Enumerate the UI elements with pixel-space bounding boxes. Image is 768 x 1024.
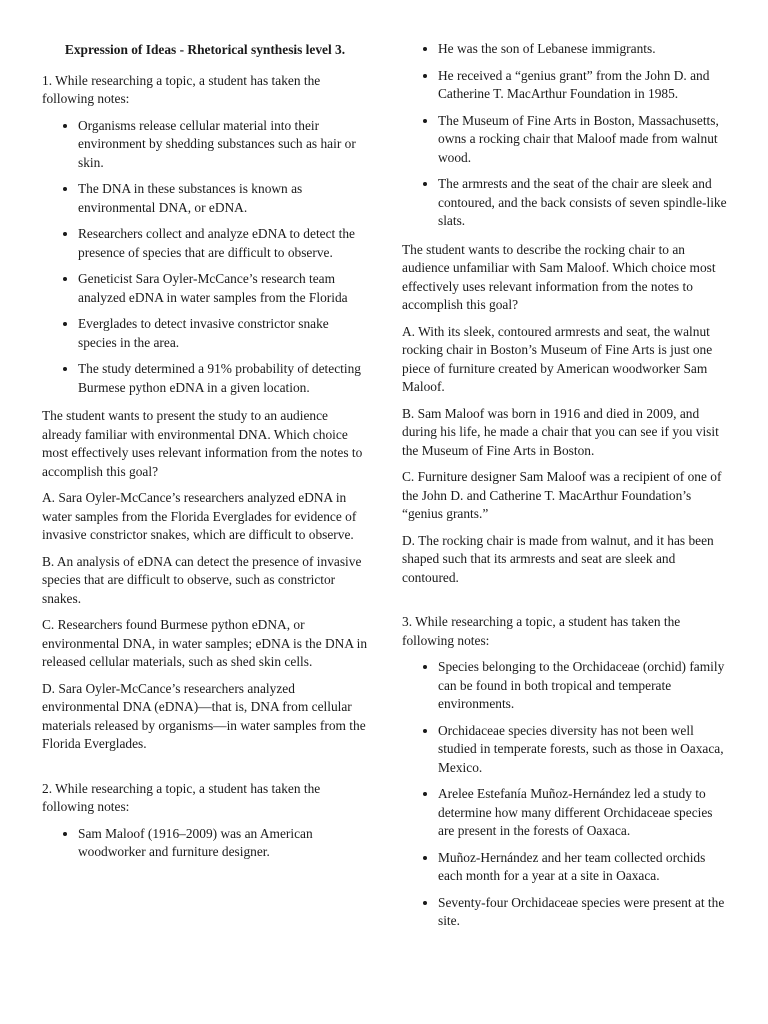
q2-intro: 2. While researching a topic, a student has taken the following notes: <box>42 780 321 814</box>
q1-option-d: D. Sara Oyler-McCance’s researchers analyzed environmental DNA (eDNA)—that is, DNA from cellular materials released by organisms—in water samples from the Florida Everglades. <box>42 680 366 751</box>
right-column <box>402 40 732 941</box>
q2-note: • He was the son of Lebanese immigrants. <box>438 40 732 59</box>
q1-note: • The study determined a 91% probability of detecting Burmese python eDNA in a given location. <box>78 360 368 397</box>
q2-note: • The armrests and the seat of the chair are sleek and contoured, and the back consists of seven spindle-like slats. <box>438 175 732 231</box>
q3-note: • Seventy-four Orchidaceae species were present at the site. <box>438 894 732 931</box>
q1-option-c: C. Researchers found Burmese python eDNA, or environmental DNA, in water samples; eDNA is the DNA in released cellular materials, such as shed skin cells. <box>42 617 368 669</box>
q3-intro: 3. While researching a topic, a student has taken the following notes: <box>402 614 681 648</box>
q3-note: • Orchidaceae species diversity has not been well studied in temperate forests, such as those in Oaxaca, Mexico. <box>438 722 732 778</box>
q1-note: • The DNA in these substances is known as environmental DNA, or eDNA. <box>78 180 368 217</box>
q2-option-a: A. With its sleek, contoured armrests and seat, the walnut rocking chair in Boston’s Museum of Fine Arts is just one piece of furniture created by American woodworker Sam Maloof. <box>402 323 713 394</box>
q1-note: • Geneticist Sara Oyler-McCance’s research team analyzed eDNA in water samples from the Florida <box>78 270 368 307</box>
q1-option-a: A. Sara Oyler-McCance’s researchers analyzed eDNA in water samples from the Florida Everglades for evidence of invasive constrictor snakes, which are difficult to observe. <box>42 490 357 542</box>
q2-notes-list <box>42 825 368 862</box>
q2-note: • He received a “genius grant” from the John D. and Catherine T. MacArthur Foundation in 1985. <box>438 67 732 104</box>
q1-intro: 1. While researching a topic, a student has taken the following notes: <box>42 72 321 106</box>
q3-notes-list <box>402 658 732 931</box>
q1-notes-list <box>42 117 368 398</box>
page-title: Expression of Ideas - Rhetorical synthesis level 3. <box>64 42 346 57</box>
q2-option-b: B. Sam Maloof was born in 1916 and died in 2009, and during his life, he made a chair that you can see if you visit the Museum of Fine Arts in Boston. <box>402 405 719 458</box>
q2-note: • Sam Maloof (1916–2009) was an American woodworker and furniture designer. <box>78 825 368 862</box>
q3-note: • Arelee Estefanía Muñoz-Hernández led a study to determine how many different Orchidaceae species are present in the forests of Oaxaca. <box>438 785 732 841</box>
q1-question: The student wants to present the study to an audience already familiar with environmental DNA. Which choice most effectively uses relevant information from the notes to accomplish this goal? <box>42 408 363 479</box>
q1-note: • Organisms release cellular material into their environment by shedding substances such as hair or skin. <box>78 117 368 173</box>
q2-notes-list-continued <box>402 40 732 231</box>
q2-note: • The Museum of Fine Arts in Boston, Massachusetts, owns a rocking chair that Maloof made from walnut wood. <box>438 112 732 168</box>
q2-question: The student wants to describe the rocking chair to an audience unfamiliar with Sam Maloof. Which choice most effectively uses relevant information from the notes to accomplish this goal? <box>402 241 716 312</box>
left-column <box>42 38 368 872</box>
q3-note: • Species belonging to the Orchidaceae (orchid) family can be found in both tropical and temperate environments. <box>438 658 732 714</box>
q1-note: • Everglades to detect invasive constrictor snake species in the area. <box>78 315 368 352</box>
q3-note: • Muñoz-Hernández and her team collected orchids each month for a year at a site in Oaxaca. <box>438 849 732 886</box>
q1-note: • Researchers collect and analyze eDNA to detect the presence of species that are difficult to observe. <box>78 225 368 262</box>
q2-option-c: C. Furniture designer Sam Maloof was a recipient of one of the John D. and Catherine T. MacArthur Foundation’s “genius grants.” <box>402 469 722 521</box>
q1-option-b: B. An analysis of eDNA can detect the presence of invasive species that are difficult to observe, such as constrictor snakes. <box>42 553 362 606</box>
q2-option-d: D. The rocking chair is made from walnut, and it has been shaped such that its armrests and seat are sleek and contoured. <box>402 532 714 585</box>
